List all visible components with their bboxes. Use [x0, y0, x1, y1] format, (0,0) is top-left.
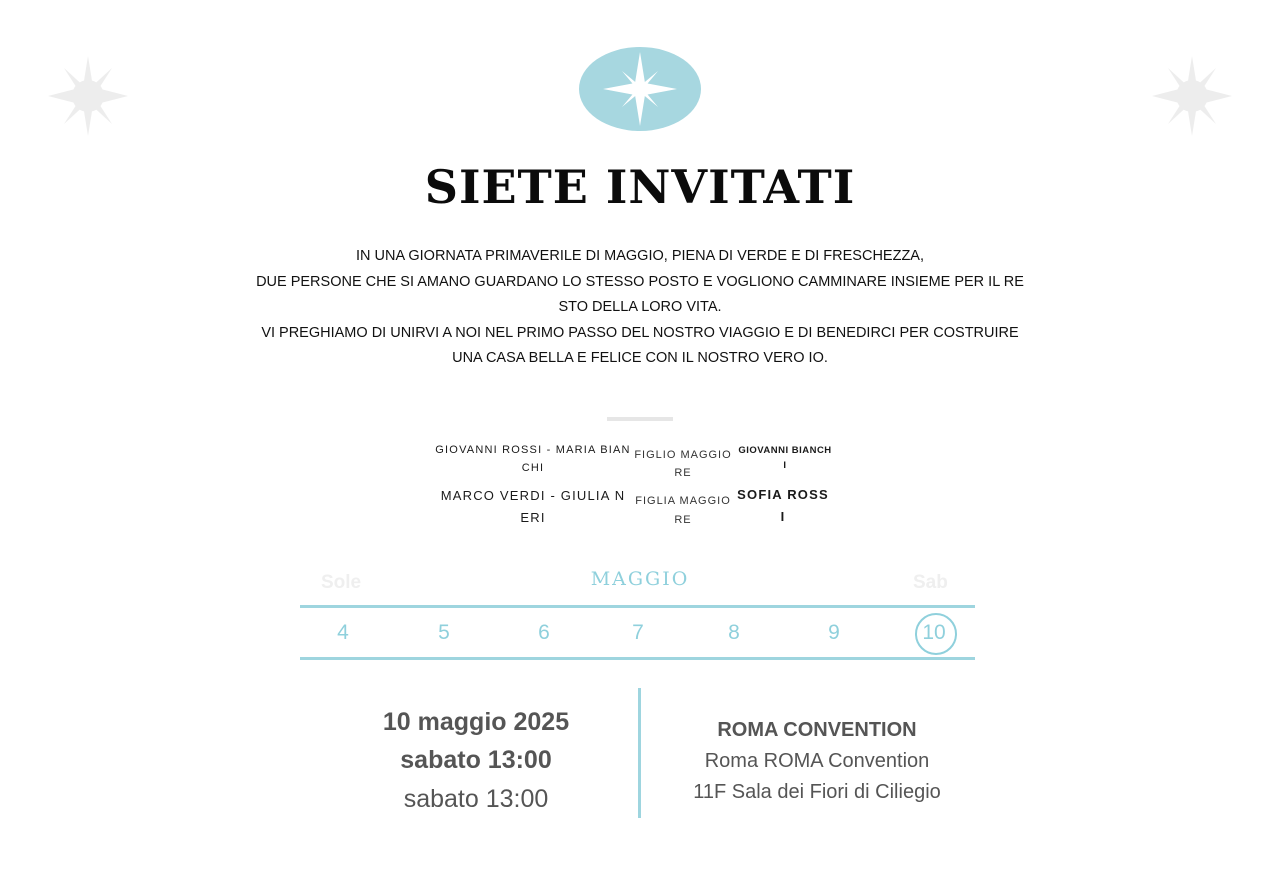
sparkle-star-icon-left	[46, 54, 130, 138]
calendar-start-label: Sole	[321, 572, 362, 593]
venue-name: ROMA CONVENTION	[717, 719, 917, 741]
calendar-day: 9	[828, 621, 840, 644]
message-line: DUE PERSONE CHE SI AMANO GUARDANO LO STESSO POSTO E VOGLIONO CAMMINARE INSIEME PER IL RE	[256, 273, 1024, 290]
bride-parents: MARCO VERDI - GIULIA N ERI	[440, 488, 626, 525]
event-time-bold: sabato 13:00	[400, 746, 552, 774]
calendar-day: 4	[337, 621, 349, 644]
message-line: IN UNA GIORNATA PRIMAVERILE DI MAGGIO, PIENA DI VERDE E DI FRESCHEZZA,	[355, 248, 924, 264]
venue-line-1: Roma ROMA Convention	[704, 750, 930, 772]
venue-line-2: 11F Sala dei Fiori di Ciliegio	[693, 781, 941, 803]
compass-star-icon	[578, 46, 702, 132]
bride-name: SOFIA ROSS I	[737, 487, 829, 524]
message-line: VI PREGHIAMO DI UNIRVI A NOI NEL PRIMO PASSO DEL NOSTRO VIAGGIO E DI BENEDIRCI PER COSTRUIRE	[261, 324, 1019, 341]
invitation-message	[220, 244, 1060, 372]
calendar-day: 5	[438, 621, 450, 644]
calendar-day: 8	[728, 621, 740, 644]
calendar-day-highlighted: 10	[922, 621, 946, 644]
bride-relation: FIGLIA MAGGIO RE	[635, 495, 731, 526]
calendar-day: 7	[632, 621, 644, 644]
event-date: 10 maggio 2025	[382, 708, 570, 736]
calendar-month: MAGGIO	[590, 568, 690, 590]
section-divider	[607, 417, 673, 421]
event-time: sabato 13:00	[403, 785, 549, 813]
sparkle-star-icon-right	[1150, 54, 1234, 138]
groom-relation: FIGLIO MAGGIO RE	[634, 449, 732, 479]
message-line: STO DELLA LORO VITA.	[558, 299, 722, 315]
calendar-day: 6	[538, 621, 550, 644]
groom-parents: GIOVANNI ROSSI - MARIA BIAN CHI	[435, 444, 631, 474]
calendar-top-line	[300, 605, 975, 608]
page-title: SIETE INVITATI	[424, 160, 856, 214]
calendar-end-label: Sab	[913, 572, 948, 593]
groom-name: GIOVANNI BIANCH I	[738, 445, 832, 471]
calendar-bottom-line	[300, 657, 975, 660]
message-line: UNA CASA BELLA E FELICE CON IL NOSTRO VERO IO.	[452, 350, 828, 366]
